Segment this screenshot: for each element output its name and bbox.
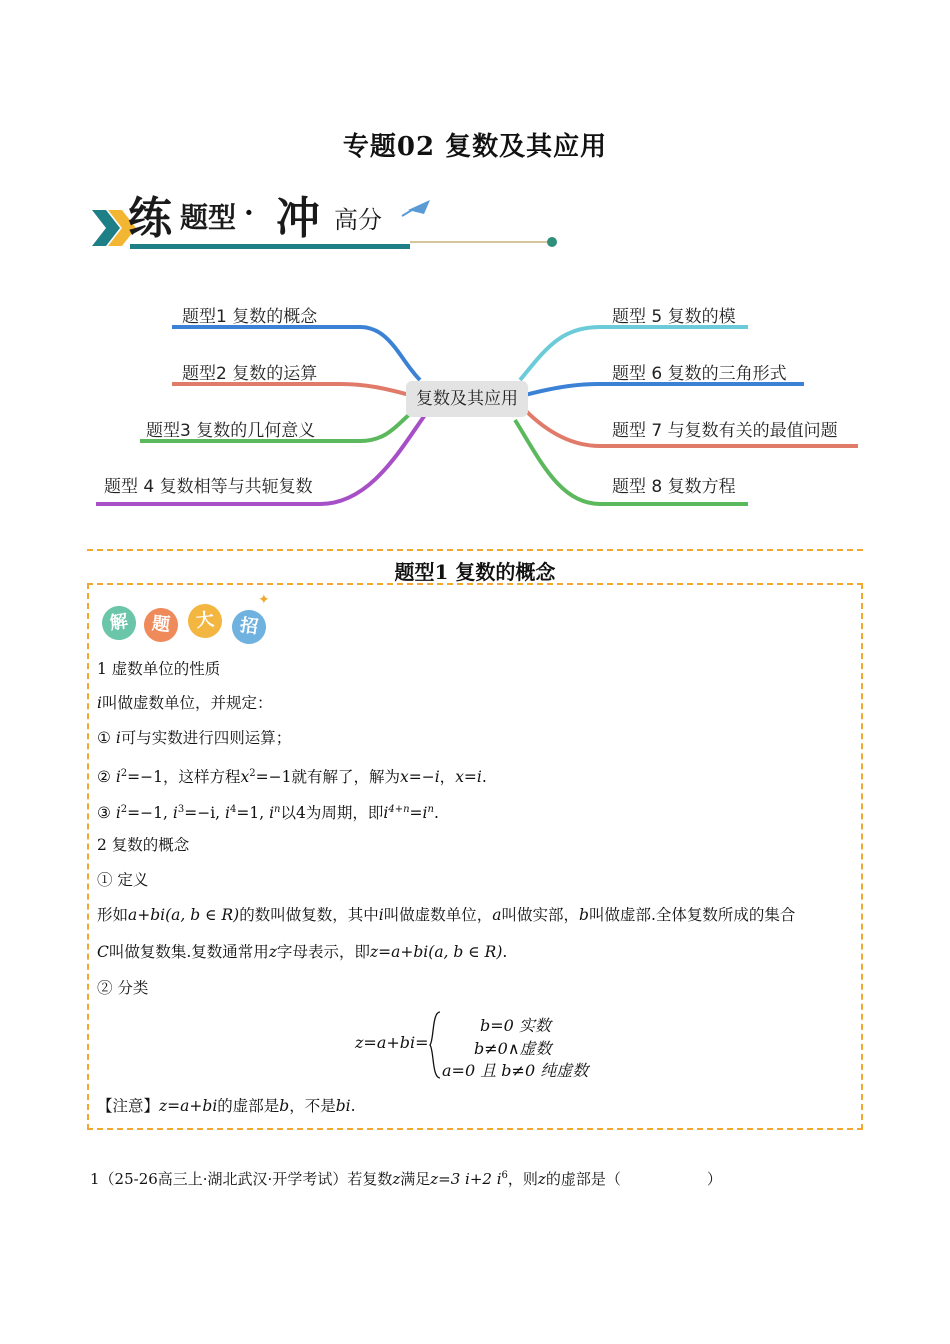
line-3: ① i可与实数进行四则运算； bbox=[97, 729, 292, 747]
line-4: ② $i^2=-1$，这样方程$x^2=-1$就有解了，解为x=−i，x=i. bbox=[97, 768, 487, 787]
sparkle-icon: ✦ bbox=[258, 592, 270, 608]
line-8: 形如a+bi(a, b ∈ R)的数叫做复数，其中i叫做虚数单位，a叫做实部，b叫做虚部.全体复数所成的集合 bbox=[97, 906, 796, 924]
banner-char-2: 冲 bbox=[276, 193, 320, 244]
line-5: ③ $i^2=-1$, $i^3=-i$, $i^4=1$, $i^n$以4为周期，即$i^{4+n}=i^n$. bbox=[97, 804, 439, 823]
badge-char-3: 大 bbox=[186, 602, 223, 639]
mindmap-right-item-5: 题型 5 复数的模 bbox=[612, 307, 736, 327]
classification-lhs: z=a+bi= bbox=[355, 1033, 429, 1052]
line-classification: ② 分类 bbox=[97, 979, 149, 997]
mind-map bbox=[0, 280, 950, 520]
mindmap-left-item-4: 题型 4 复数相等与共轭复数 bbox=[104, 477, 313, 497]
banner-dot: · bbox=[244, 196, 254, 229]
line-2: i叫做虚数单位，并规定： bbox=[97, 694, 273, 712]
banner-char-1: 练 bbox=[128, 193, 172, 244]
classification-case-2: b≠0∧虚数 bbox=[474, 1039, 552, 1058]
classification-case-3: a=0 且 b≠0 纯虚数 bbox=[442, 1061, 589, 1080]
badge-char-2: 题 bbox=[142, 606, 179, 643]
section-heading: 题型1 复数的概念 bbox=[394, 560, 556, 584]
line-definition: ① 定义 bbox=[97, 871, 149, 889]
line-9: C叫做复数集.复数通常用z字母表示，即z=a+bi(a, b ∈ R). bbox=[97, 943, 508, 961]
line-note: 【注意】z=a+bi的虚部是b，不是bi. bbox=[97, 1097, 356, 1115]
mindmap-center-node: 复数及其应用 bbox=[406, 381, 528, 417]
tips-badge bbox=[100, 592, 280, 650]
page-title: 专题02 复数及其应用 bbox=[342, 132, 608, 162]
classification-brace bbox=[428, 1010, 442, 1080]
mindmap-left-item-1: 题型1 复数的概念 bbox=[182, 307, 318, 327]
question-1: 1（25-26高三上·湖北武汉·开学考试）若复数z满足z=3 i+2 $i^6$，则z的虚部是（ ） bbox=[90, 1170, 722, 1188]
badge-char-1: 解 bbox=[100, 604, 138, 642]
line-heading-1: 1 虚数单位的性质 bbox=[97, 660, 221, 678]
banner-text-2: 高分 bbox=[334, 206, 382, 234]
badge-char-4: 招 bbox=[230, 608, 268, 646]
mindmap-left-item-2: 题型2 复数的运算 bbox=[182, 364, 318, 384]
classification-case-1: b=0 实数 bbox=[480, 1016, 551, 1035]
line-heading-2: 2 复数的概念 bbox=[97, 836, 190, 854]
banner-text-1: 题型 bbox=[180, 201, 237, 234]
section-divider bbox=[87, 549, 863, 551]
mindmap-right-item-8: 题型 8 复数方程 bbox=[612, 477, 736, 497]
section-banner bbox=[90, 180, 570, 260]
mindmap-right-item-7: 题型 7 与复数有关的最值问题 bbox=[612, 421, 838, 441]
mindmap-right-item-6: 题型 6 复数的三角形式 bbox=[612, 364, 787, 384]
mindmap-left-item-3: 题型3 复数的几何意义 bbox=[146, 421, 316, 441]
